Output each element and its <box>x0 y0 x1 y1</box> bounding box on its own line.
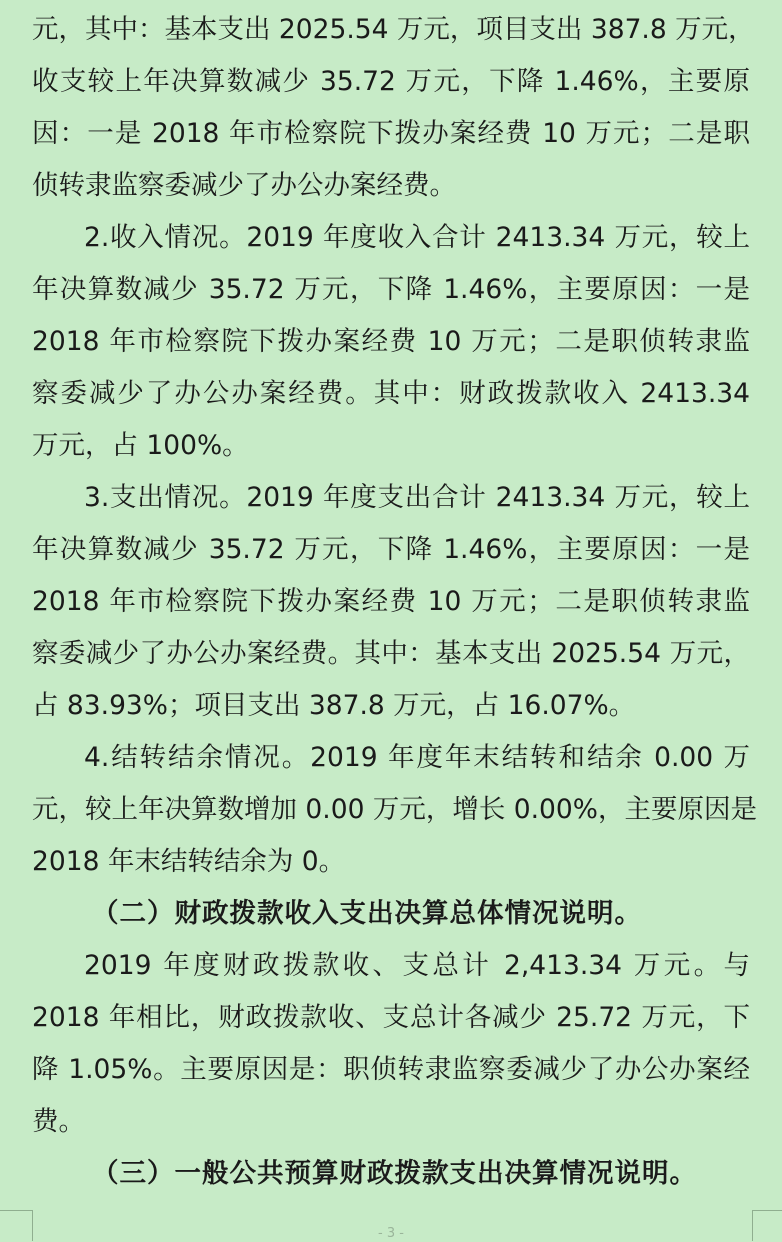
body-text-line: 万元，占 100%。 <box>32 430 249 461</box>
body-text-line: 费。 <box>32 1106 85 1137</box>
body-text-line: 4.结转结余情况。2019 年度年末结转和结余 0.00 万 <box>84 742 750 773</box>
body-text-line: 降 1.05%。主要原因是：职侦转隶监察委减少了办公办案经 <box>32 1054 750 1085</box>
body-text-line: 年决算数减少 35.72 万元，下降 1.46%，主要原因：一是 <box>32 274 750 305</box>
body-text-line: 占 83.93%；项目支出 387.8 万元，占 16.07%。 <box>32 690 636 721</box>
section-heading: （二）财政拨款收入支出决算总体情况说明。 <box>92 898 642 929</box>
page-number: - 3 - <box>378 1226 404 1241</box>
body-text-line: 侦转隶监察委减少了办公办案经费。 <box>32 170 456 201</box>
body-text-line: 2018 年市检察院下拨办案经费 10 万元；二是职侦转隶监 <box>32 326 750 357</box>
body-text-line: 2019 年度财政拨款收、支总计 2,413.34 万元。与 <box>84 950 750 981</box>
body-text-line: 年决算数减少 35.72 万元，下降 1.46%，主要原因：一是 <box>32 534 750 565</box>
body-text-line: 2018 年市检察院下拨办案经费 10 万元；二是职侦转隶监 <box>32 586 750 617</box>
body-text-line: 2.收入情况。2019 年度收入合计 2413.34 万元，较上 <box>84 222 750 253</box>
body-text-line: 3.支出情况。2019 年度支出合计 2413.34 万元，较上 <box>84 482 750 513</box>
body-text-line: 收支较上年决算数减少 35.72 万元，下降 1.46%，主要原 <box>32 66 750 97</box>
body-text-line: 察委减少了办公办案经费。其中：基本支出 2025.54 万元， <box>32 638 750 669</box>
body-text-line: 2018 年末结转结余为 0。 <box>32 846 346 877</box>
section-heading: （三）一般公共预算财政拨款支出决算情况说明。 <box>92 1158 697 1189</box>
body-text-line: 因：一是 2018 年市检察院下拨办案经费 10 万元；二是职 <box>32 118 750 149</box>
body-text-line: 2018 年相比，财政拨款收、支总计各减少 25.72 万元，下 <box>32 1002 750 1033</box>
body-text-line: 元，其中：基本支出 2025.54 万元，项目支出 387.8 万元， <box>32 14 755 45</box>
body-text-line: 元，较上年决算数增加 0.00 万元，增长 0.00%，主要原因是 <box>32 794 757 825</box>
body-text-line: 察委减少了办公办案经费。其中：财政拨款收入 2413.34 <box>32 378 750 409</box>
